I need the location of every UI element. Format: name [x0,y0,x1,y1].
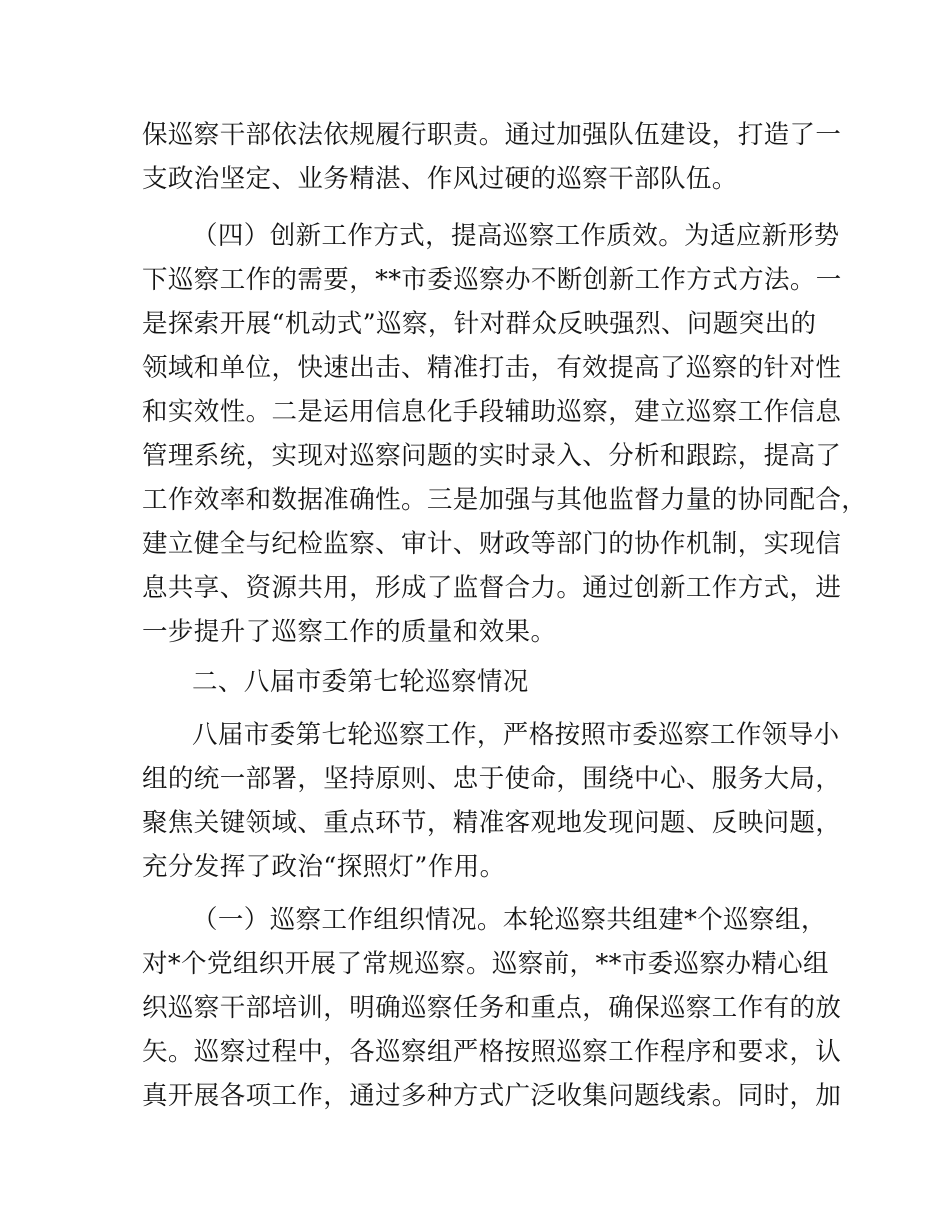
section-4-heading-line: （四）创新工作方式，提高巡察工作质效。为适应新形势 [192,221,840,251]
text-line: 工作效率和数据准确性。三是加强与其他监督力量的协同配合， [142,485,868,515]
text-line: 息共享、资源共用，形成了监督合力。通过创新工作方式，进 [142,573,842,603]
text-line: 下巡察工作的需要，**市委巡察办不断创新工作方式方法。一 [142,265,842,295]
text-line: 矢。巡察过程中，各巡察组严格按照巡察工作程序和要求，认 [142,1037,842,1067]
section-2-heading: 二、八届市委第七轮巡察情况 [192,667,529,697]
text-line: 保巡察干部依法依规履行职责。通过加强队伍建设，打造了一 [142,120,842,150]
text-line: 真开展各项工作，通过多种方式广泛收集问题线索。同时，加 [142,1081,842,1111]
text-line: 八届市委第七轮巡察工作，严格按照市委巡察工作领导小 [192,720,840,750]
text-line: 一步提升了巡察工作的质量和效果。 [142,617,557,647]
text-line: 聚焦关键领域、重点环节，精准客观地发现问题、反映问题， [142,808,842,838]
text-line: 支政治坚定、业务精湛、作风过硬的巡察干部队伍。 [142,164,738,194]
text-line: 对*个党组织开展了常规巡察。巡察前，**市委巡察办精心组 [142,949,829,979]
text-line: 是探索开展“机动式”巡察，针对群众反映强烈、问题突出的 [142,309,817,339]
text-line: 建立健全与纪检监察、审计、财政等部门的协作机制，实现信 [142,529,842,559]
text-line: 和实效性。二是运用信息化手段辅助巡察，建立巡察工作信息 [142,397,842,427]
text-line: 充分发挥了政治“探照灯”作用。 [142,852,506,882]
text-line: 领域和单位，快速出击、精准打击，有效提高了巡察的针对性 [142,353,842,383]
subsection-1-heading-line: （一）巡察工作组织情况。本轮巡察共组建*个巡察组， [192,905,827,935]
text-line: 管理系统，实现对巡察问题的实时录入、分析和跟踪，提高了 [142,441,842,471]
text-line: 组的统一部署，坚持原则、忠于使命，围绕中心、服务大局， [142,764,842,794]
text-line: 织巡察干部培训，明确巡察任务和重点，确保巡察工作有的放 [142,993,842,1023]
